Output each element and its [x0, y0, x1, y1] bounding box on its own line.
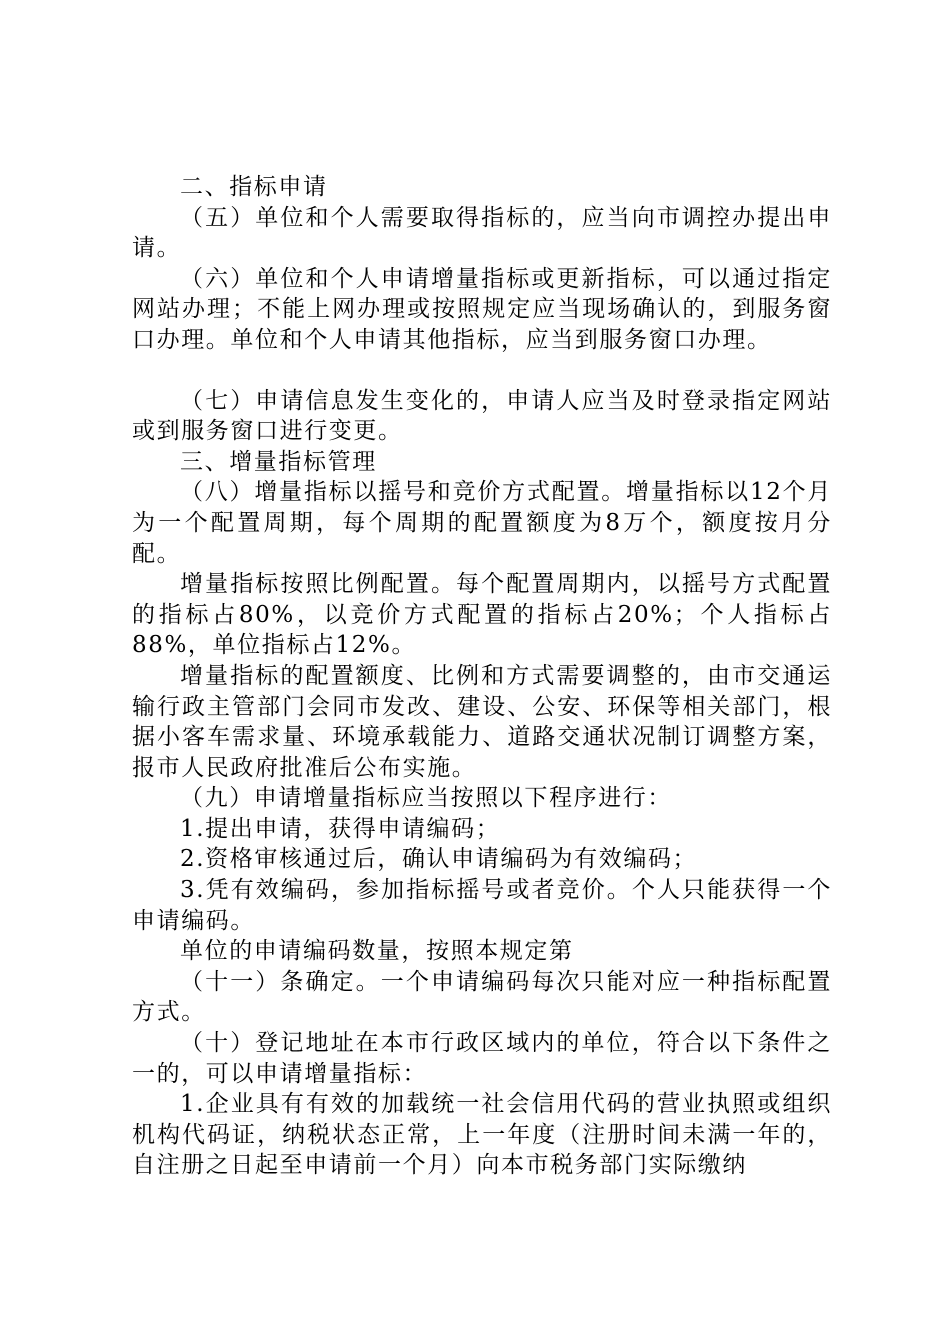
document-page [132, 172, 832, 1181]
paragraph: （六）单位和个人申请增量指标或更新指标，可以通过指定网站办理；不能上网办理或按照规定应当现场确认的，到服务窗口办理。单位和个人申请其他指标，应当到服务窗口办理。 [132, 265, 832, 353]
paragraph: 增量指标的配置额度、比例和方式需要调整的，由市交通运输行政主管部门会同市发改、建设、公安、环保等相关部门，根据小客车需求量、环境承载能力、道路交通状况制订调整方案，报市人民政府批准后公布实施。 [132, 662, 832, 781]
list-item: 3.凭有效编码，参加指标摇号或者竞价。个人只能获得一个申请编码。 [132, 877, 832, 934]
paragraph: （五）单位和个人需要取得指标的，应当向市调控办提出申请。 [132, 204, 832, 262]
paragraph: 单位的申请编码数量，按照本规定第 [180, 938, 574, 965]
paragraph: （十一）条确定。一个申请编码每次只能对应一种指标配置方式。 [132, 968, 832, 1026]
list-item: 1.提出申请，获得申请编码； [180, 815, 501, 842]
paragraph: （八）增量指标以摇号和竞价方式配置。增量指标以12个月为一个配置周期，每个周期的配置额度为8万个，额度按月分配。 [132, 479, 832, 567]
paragraph: （十）登记地址在本市行政区域内的单位，符合以下条件之一的，可以申请增量指标： [132, 1030, 832, 1087]
section-heading: 三、增量指标管理 [180, 448, 377, 475]
list-item: 1.企业具有有效的加载统一社会信用代码的营业执照或组织机构代码证，纳税状态正常，上一年度（注册时间未满一年的，自注册之日起至申请前一个月）向本市税务部门实际缴纳 [132, 1091, 832, 1179]
section-heading: 二、指标申请 [180, 174, 328, 200]
paragraph: 增量指标按照比例配置。每个配置周期内，以摇号方式配置的指标占80%，以竞价方式配置的指标占20%；个人指标占88%，单位指标占12%。 [132, 571, 832, 659]
paragraph: （七）申请信息发生变化的，申请人应当及时登录指定网站或到服务窗口进行变更。 [132, 387, 832, 445]
list-item: 2.资格审核通过后，确认申请编码为有效编码； [180, 846, 698, 873]
paragraph: （九）申请增量指标应当按照以下程序进行： [180, 785, 672, 812]
